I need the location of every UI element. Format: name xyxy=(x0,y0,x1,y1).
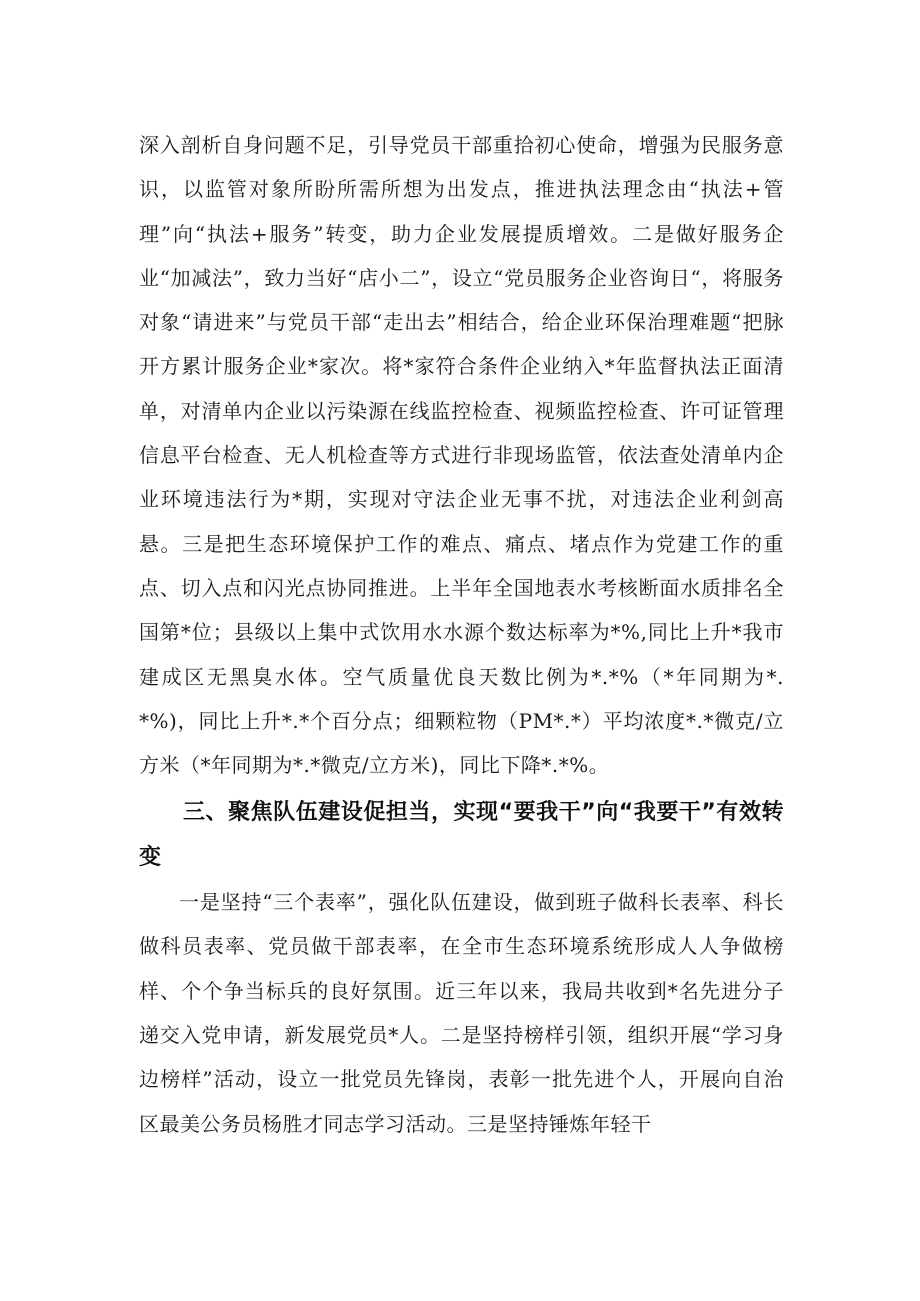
body-paragraph-continued: 深入剖析自身问题不足，引导党员干部重拾初心使命，增强为民服务意识，以监管对象所盼所需所想为出发点，推进执法理念由“执法+管理”向“执法+服务”转变，助力企业发展提质增效。二是做好服务企业“加减法”，致力当好“店小二”，设立“党员服务企业咨询日“，将服务对象“请进来”与党员干部“走出去”相结合，给企业环保治理难题“把脉开方累计服务企业*家次。将*家符合条件企业纳入*年监督执法正面清单，对清单内企业以污染源在线监控检查、视频监控检查、许可证管理信息平台检查、无人机检查等方式进行非现场监管，依法查处清单内企业环境违法行为*期，实现对守法企业无事不扰，对违法企业利剑高悬。三是把生态环境保护工作的难点、痛点、堵点作为党建工作的重点、切入点和闪光点协同推进。上半年全国地表水考核断面水质排名全国第*位；县级以上集中式饮用水水源个数达标率为*%,同比上升*我市建成区无黑臭水体。空气质量优良天数比例为*.*%（*年同期为*.*%)，同比上升*.*个百分点；细颗粒物（PM*.*）平均浓度*.*微克/立方米（*年同期为*.*微克/立方米)，同比下降*.*%。 xyxy=(139,133,784,778)
section-heading: 三、聚焦队伍建设促担当，实现“要我干”向“我要干”有效转变 xyxy=(139,800,784,870)
document-body xyxy=(139,123,784,1146)
body-paragraph: 一是坚持“三个表率”，强化队伍建设，做到班子做科长表率、科长做科员表率、党员做干部表率，在全市生态环境系统形成人人争做榜样、个个争当标兵的良好氛围。近三年以来，我局共收到*名先进分子递交入党申请，新发展党员*人。二是坚持榜样引领，组织开展“学习身边榜样”活动，设立一批党员先锋岗，表彰一批先进个人，开展向自治区最美公务员杨胜才同志学习活动。三是坚持锤炼年轻干 xyxy=(139,890,784,1136)
